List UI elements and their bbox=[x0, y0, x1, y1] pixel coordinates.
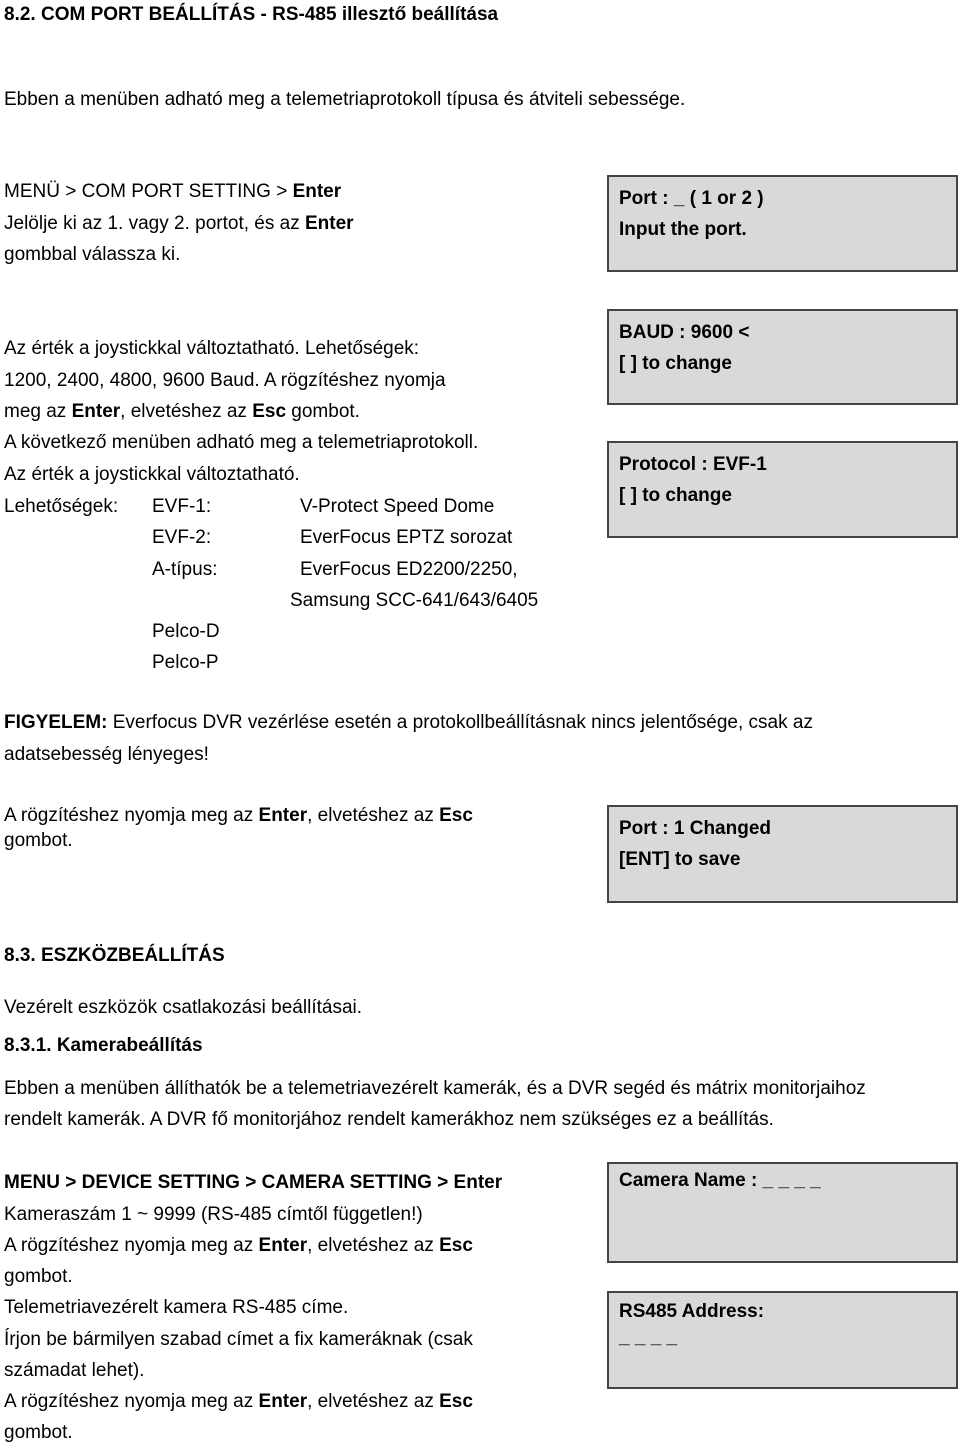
port-screen-line1: Port : _ ( 1 or 2 ) bbox=[619, 188, 764, 209]
rs485-save-instruction-1: A rögzítéshez nyomja meg az Enter, elvetéshez az Esc bbox=[4, 1391, 473, 1412]
camera-para-2: rendelt kamerák. A DVR fő monitorjához rendelt kamerákhoz nem szükséges ez a beállítás. bbox=[4, 1109, 774, 1130]
save-instruction-2: gombot. bbox=[4, 830, 73, 851]
baud-screen-line2: [ ] to change bbox=[619, 353, 732, 374]
baud-screen-line1: BAUD : 9600 < bbox=[619, 322, 750, 343]
section-82-heading: 8.2. COM PORT BEÁLLÍTÁS - RS-485 illesztő beállítása bbox=[4, 4, 499, 25]
section-83-intro: Vezérelt eszközök csatlakozási beállításai. bbox=[4, 997, 363, 1018]
option-desc: V-Protect Speed Dome bbox=[300, 496, 495, 517]
warning-line-1: FIGYELEM: Everfocus DVR vezérlése esetén a protokollbeállításnak nincs jelentősége, csak az bbox=[4, 712, 813, 733]
port-changed-line1: Port : 1 Changed bbox=[619, 818, 772, 839]
options-label: Lehetőségek: bbox=[4, 496, 119, 517]
protocol-screen-line2: [ ] to change bbox=[619, 485, 732, 506]
section-83-heading: 8.3. ESZKÖZBEÁLLÍTÁS bbox=[4, 945, 225, 966]
option-desc: EverFocus ED2200/2250, bbox=[300, 559, 518, 580]
camera-para-1: Ebben a menüben állíthatók be a telemetriavezérelt kamerák, és a DVR segéd és mátrix monitorjaihoz bbox=[4, 1078, 866, 1099]
camera-save-instruction-2: gombot. bbox=[4, 1266, 73, 1287]
port-screen bbox=[607, 175, 958, 272]
baud-screen bbox=[607, 309, 958, 405]
option-desc: Samsung SCC-641/643/6405 bbox=[290, 590, 539, 611]
save-instruction-1: A rögzítéshez nyomja meg az Enter, elvetéshez az Esc bbox=[4, 805, 473, 826]
com-port-nav-path: MENÜ > COM PORT SETTING > Enter bbox=[4, 181, 342, 202]
option-code: EVF-1: bbox=[152, 496, 212, 517]
camera-name-screen bbox=[607, 1162, 958, 1263]
camera-save-instruction-1: A rögzítéshez nyomja meg az Enter, elvetéshez az Esc bbox=[4, 1235, 473, 1256]
section-831-heading: 8.3.1. Kamerabeállítás bbox=[4, 1035, 203, 1056]
camera-name-line1: Camera Name : _ _ _ _ bbox=[619, 1170, 821, 1191]
section-82-intro: Ebben a menüben adható meg a telemetriaprotokoll típusa és átviteli sebessége. bbox=[4, 89, 686, 110]
rs485-note-2: Írjon be bármilyen szabad címet a fix kameráknak (csak bbox=[4, 1329, 473, 1350]
protocol-instruction-1: A következő menüben adható meg a telemetriaprotokoll. bbox=[4, 432, 479, 453]
rs485-note-3: számadat lehet). bbox=[4, 1360, 145, 1381]
rs485-save-instruction-2: gombot. bbox=[4, 1422, 73, 1443]
baud-instruction-2: 1200, 2400, 4800, 9600 Baud. A rögzítéshez nyomja bbox=[4, 370, 446, 391]
rs485-screen-line1: RS485 Address: bbox=[619, 1301, 765, 1322]
port-changed-line2: [ENT] to save bbox=[619, 849, 741, 870]
protocol-screen bbox=[607, 441, 958, 538]
warning-line-2: adatsebesség lényeges! bbox=[4, 744, 209, 765]
option-desc: EverFocus EPTZ sorozat bbox=[300, 527, 513, 548]
baud-instruction-1: Az érték a joystickkal változtatható. Lehetőségek: bbox=[4, 338, 420, 359]
option-code: A-típus: bbox=[152, 559, 218, 580]
camera-nav-path: MENU > DEVICE SETTING > CAMERA SETTING > Enter bbox=[4, 1172, 503, 1193]
protocol-instruction-2: Az érték a joystickkal változtatható. bbox=[4, 464, 300, 485]
camera-number-note: Kameraszám 1 ~ 9999 (RS-485 címtől független!) bbox=[4, 1204, 423, 1225]
option-code: Pelco-P bbox=[152, 652, 219, 673]
port-changed-screen bbox=[607, 805, 958, 903]
option-code: EVF-2: bbox=[152, 527, 212, 548]
rs485-screen-line2: _ _ _ _ bbox=[619, 1327, 678, 1348]
rs485-note-1: Telemetriavezérelt kamera RS-485 címe. bbox=[4, 1297, 349, 1318]
baud-instruction-3: meg az Enter, elvetéshez az Esc gombot. bbox=[4, 401, 360, 422]
port-select-instruction-2: gombbal válassza ki. bbox=[4, 244, 181, 265]
option-code: Pelco-D bbox=[152, 621, 220, 642]
port-select-instruction: Jelölje ki az 1. vagy 2. portot, és az Enter bbox=[4, 213, 354, 234]
port-screen-line2: Input the port. bbox=[619, 219, 747, 240]
protocol-screen-line1: Protocol : EVF-1 bbox=[619, 454, 767, 475]
rs485-address-screen bbox=[607, 1291, 958, 1389]
